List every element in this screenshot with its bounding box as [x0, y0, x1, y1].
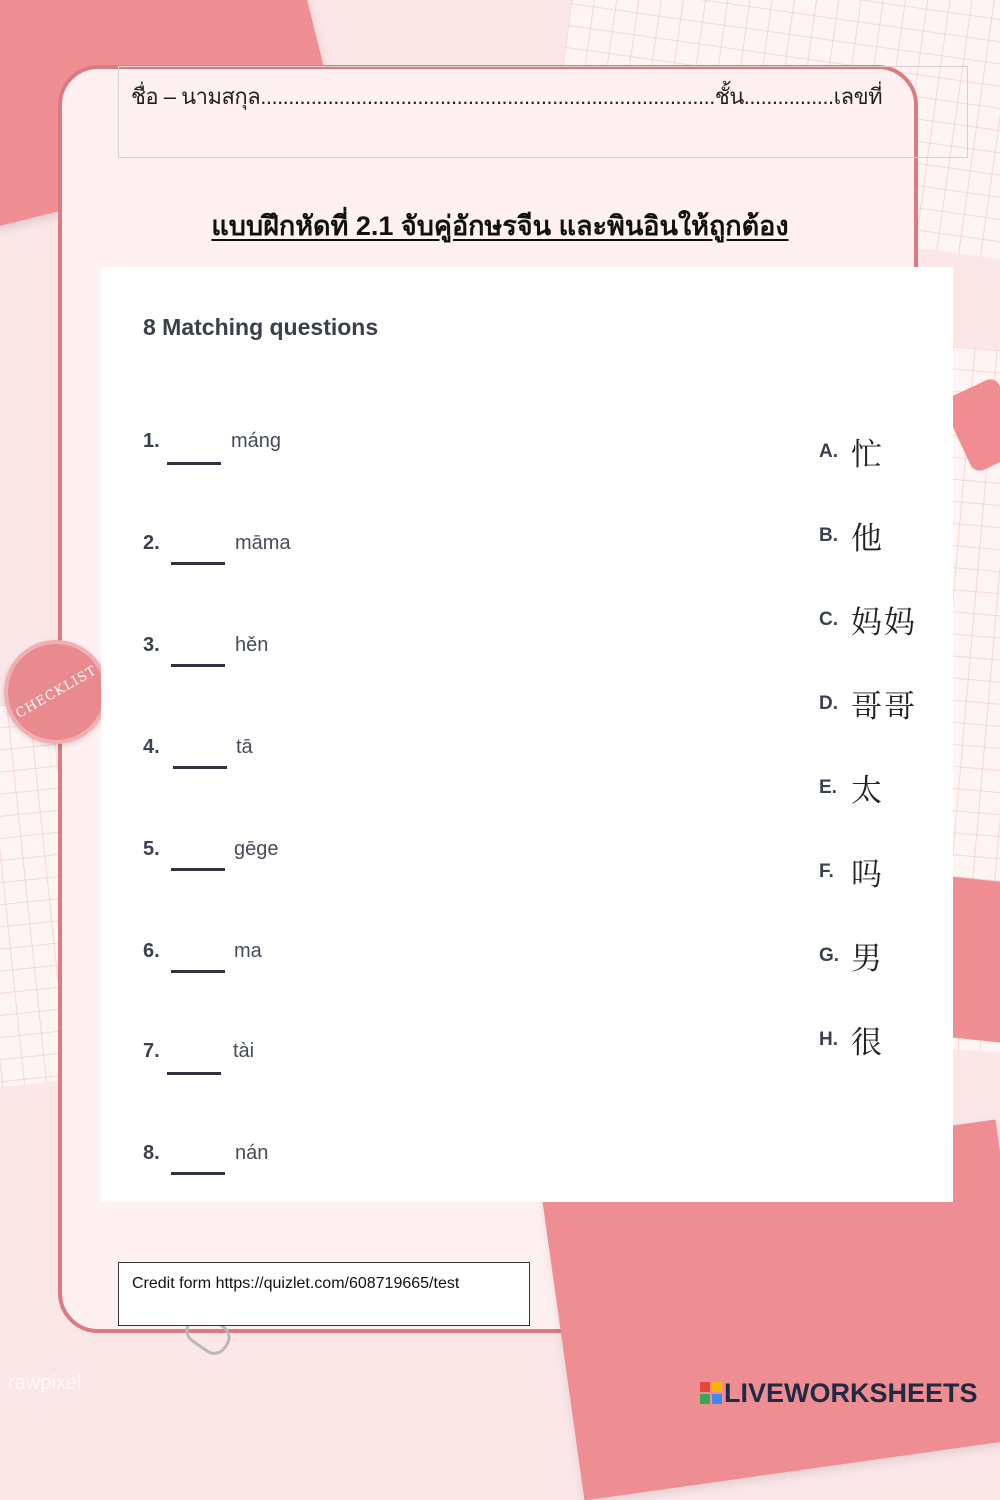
- question-item: [101, 532, 501, 592]
- question-item: [101, 1040, 501, 1100]
- option-letter: B.: [819, 525, 838, 546]
- pinyin-word: māma: [235, 532, 291, 554]
- question-item: [101, 634, 501, 694]
- question-number: 2.: [143, 532, 160, 554]
- option-letter: A.: [819, 441, 838, 462]
- credit-text: Credit form https://quizlet.com/608719665/test: [132, 1275, 460, 1292]
- stamp-label: CHECKLIST: [12, 662, 100, 722]
- answer-blank[interactable]: [171, 1172, 225, 1175]
- option-character: 哥哥: [851, 689, 917, 725]
- answer-blank[interactable]: [171, 970, 225, 973]
- answer-blank[interactable]: [171, 868, 225, 871]
- watermark: rawpixel: [8, 1372, 82, 1394]
- question-number: 7.: [143, 1040, 160, 1062]
- answer-blank[interactable]: [171, 562, 225, 565]
- option-letter: E.: [819, 777, 837, 798]
- matching-panel: [101, 267, 953, 1202]
- question-item: [101, 838, 501, 898]
- option-letter: H.: [819, 1029, 838, 1050]
- pinyin-word: tài: [233, 1040, 255, 1062]
- pinyin-word: nán: [235, 1142, 269, 1164]
- page-title: แบบฝึกหัดที่ 2.1 จับคู่อักษรจีน และพินอินให้ถูกต้อง: [211, 211, 789, 241]
- question-number: 6.: [143, 940, 160, 962]
- question-item: [101, 1142, 501, 1202]
- student-info-line: ชื่อ – นามสกุล.................................................................................ชั้น................เลขที่: [131, 84, 883, 109]
- logo-square: [712, 1382, 722, 1392]
- question-number: 5.: [143, 838, 160, 860]
- answer-blank[interactable]: [167, 1072, 221, 1075]
- option-item: [819, 513, 949, 557]
- option-letter: G.: [819, 945, 840, 966]
- answer-blank[interactable]: [171, 664, 225, 667]
- logo-square: [700, 1382, 710, 1392]
- option-item: [819, 849, 949, 893]
- question-number: 1.: [143, 430, 160, 452]
- option-letter: C.: [819, 609, 838, 630]
- pinyin-word: hěn: [235, 634, 269, 656]
- option-character: 男: [851, 941, 884, 977]
- option-item: [819, 681, 949, 725]
- option-item: [819, 933, 949, 977]
- question-item: [101, 736, 501, 796]
- question-number: 4.: [143, 736, 160, 758]
- question-item: [101, 430, 501, 490]
- option-item: [819, 597, 949, 641]
- student-info-box: [118, 66, 968, 158]
- option-character: 吗: [851, 857, 884, 893]
- option-item: [819, 1017, 949, 1061]
- question-item: [101, 940, 501, 1000]
- pinyin-word: gēge: [234, 838, 279, 860]
- answer-blank[interactable]: [173, 766, 227, 769]
- question-number: 3.: [143, 634, 160, 656]
- option-item: [819, 429, 949, 473]
- pinyin-word: ma: [234, 940, 262, 962]
- panel-heading: 8 Matching questions: [143, 314, 379, 340]
- option-item: [819, 765, 949, 809]
- option-character: 很: [851, 1025, 884, 1061]
- logo-square: [700, 1394, 710, 1404]
- credit-box: [118, 1262, 530, 1326]
- checklist-stamp: [4, 640, 108, 744]
- option-character: 太: [851, 773, 884, 809]
- pinyin-word: máng: [231, 430, 282, 452]
- liveworksheets-logo-icon: [700, 1382, 722, 1404]
- option-letter: D.: [819, 693, 838, 714]
- option-character: 妈妈: [851, 605, 917, 641]
- logo-square: [712, 1394, 722, 1404]
- option-character: 他: [851, 521, 884, 557]
- option-letter: F.: [819, 861, 834, 882]
- question-number: 8.: [143, 1142, 160, 1164]
- liveworksheets-logo: [700, 1378, 978, 1408]
- option-character: 忙: [851, 437, 884, 473]
- brand-name: LIVEWORKSHEETS: [724, 1377, 978, 1408]
- answer-blank[interactable]: [167, 462, 221, 465]
- pinyin-word: tā: [236, 736, 253, 758]
